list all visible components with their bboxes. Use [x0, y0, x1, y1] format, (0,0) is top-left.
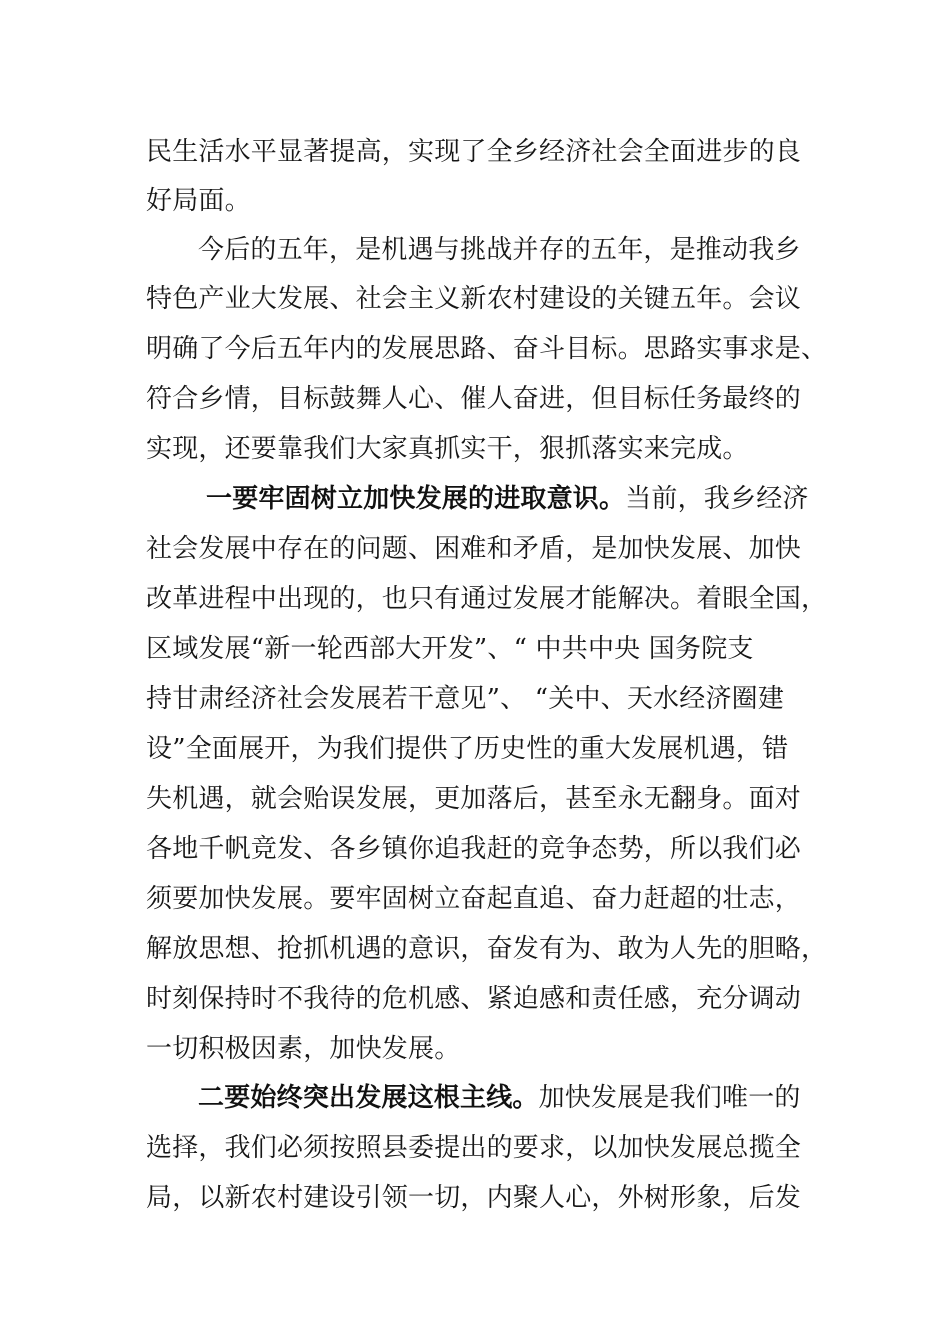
paragraph-first-line: 一要牢固树立加快发展的进取意识。当前，我乡经济	[206, 484, 809, 514]
text-line: 明确了今后五年内的发展思路、奋斗目标。思路实事求是、	[146, 334, 828, 364]
text-line: 社会发展中存在的问题、困难和矛盾，是加快发展、加快	[146, 534, 802, 564]
text-line: 民生活水平显著提高，实现了全乡经济社会全面进步的良	[146, 137, 802, 167]
text-line: 失机遇，就会贻误发展，更加落后，甚至永无翻身。面对	[146, 784, 802, 814]
text-line: 一切积极因素，加快发展。	[146, 1034, 461, 1064]
text-line: 选择，我们必须按照县委提出的要求，以加快发展总揽全	[146, 1133, 802, 1163]
paragraph-heading: 一要牢固树立加快发展的进取意识。	[206, 484, 626, 514]
text-line: 持甘肃经济社会发展若干意见”、 “关中、天水经济圈建	[146, 684, 785, 714]
text-line: 须要加快发展。要牢固树立奋起直追、奋力赶超的壮志，	[146, 884, 802, 914]
text-line: 好局面。	[146, 186, 251, 216]
text-line: 时刻保持时不我待的危机感、紧迫感和责任感，充分调动	[146, 984, 802, 1014]
text-line: 设”全面展开，为我们提供了历史性的重大发展机遇，错	[146, 734, 789, 764]
text-line: 符合乡情，目标鼓舞人心、催人奋进，但目标任务最终的	[146, 384, 802, 414]
text-line: 区域发展“新一轮西部大开发”、“ 中共中央 国务院支	[146, 634, 754, 664]
paragraph-first-line: 二要始终突出发展这根主线。加快发展是我们唯一的	[198, 1083, 801, 1113]
text-line: 实现，还要靠我们大家真抓实干，狠抓落实来完成。	[146, 434, 749, 464]
paragraph-first-line: 今后的五年，是机遇与挑战并存的五年，是推动我乡	[198, 235, 801, 265]
text-line: 解放思想、抢抓机遇的意识，奋发有为、敢为人先的胆略，	[146, 934, 828, 964]
text-line: 改革进程中出现的，也只有通过发展才能解决。着眼全国，	[146, 584, 828, 614]
text-line: 特色产业大发展、社会主义新农村建设的关键五年。会议	[146, 284, 802, 314]
paragraph-heading: 二要始终突出发展这根主线。	[198, 1083, 539, 1113]
text-line: 各地千帆竞发、各乡镇你追我赶的竞争态势，所以我们必	[146, 834, 802, 864]
text-line: 局，以新农村建设引领一切，内聚人心，外树形象，后发	[146, 1183, 802, 1213]
